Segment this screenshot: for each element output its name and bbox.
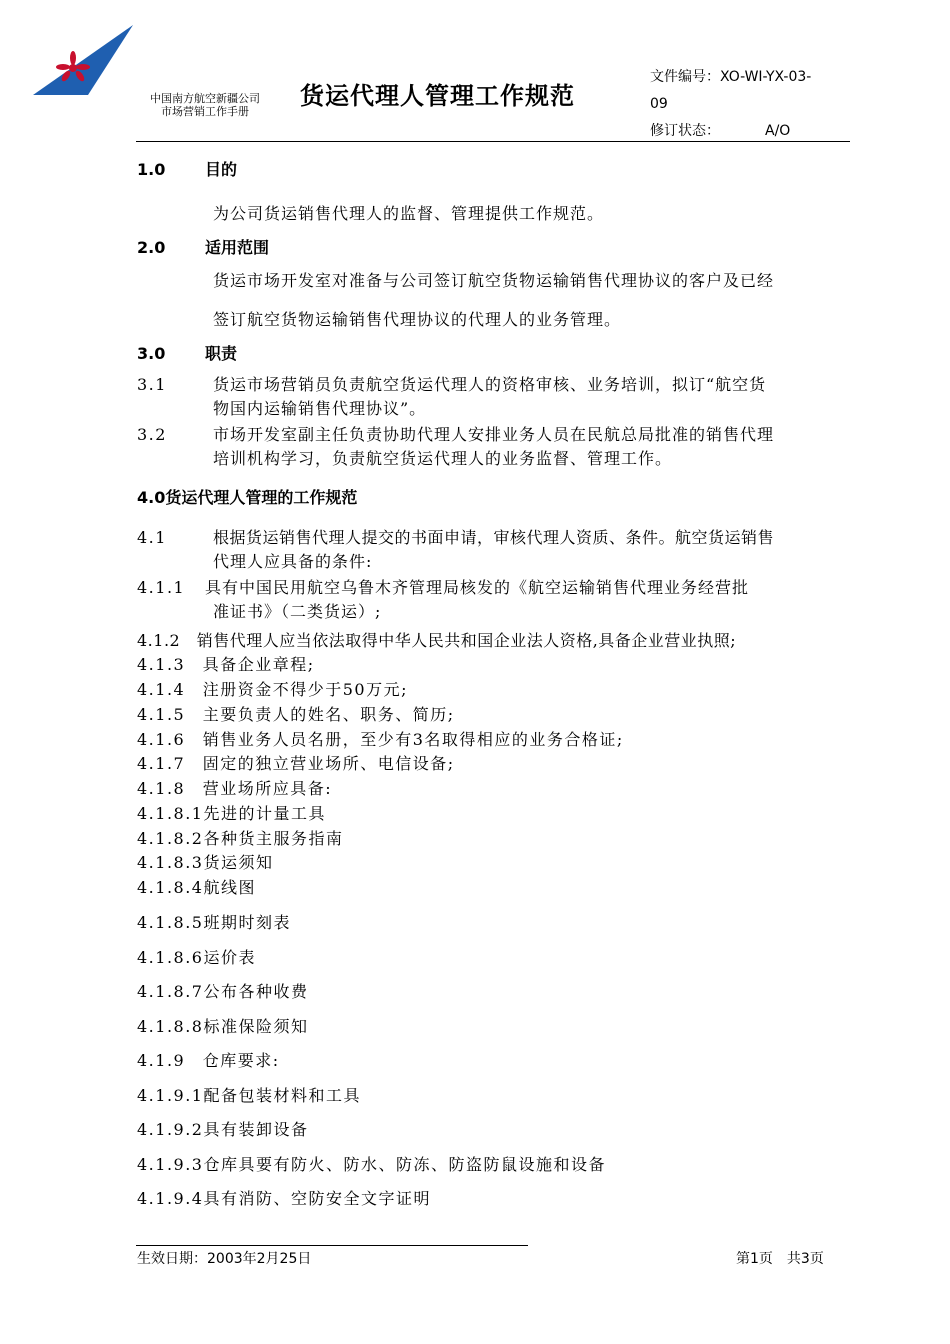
page-number: 第1页 共3页 bbox=[736, 1251, 824, 1267]
section-1-text: 为公司货运销售代理人的监督、管理提供工作规范。 bbox=[213, 204, 605, 223]
clause-4-1-4: 4.1.4 注册资金不得少于50万元; bbox=[137, 680, 408, 699]
clause-4-1-7: 4.1.7 固定的独立营业场所、电信设备; bbox=[137, 754, 455, 773]
clause-4-1-6: 4.1.6 销售业务人员名册，至少有3名取得相应的业务合格证; bbox=[137, 730, 624, 749]
section-number: 2.0 bbox=[137, 238, 166, 257]
clause-text-line1: 根据货运销售代理人提交的书面申请，审核代理人资质、条件。航空货运销售 bbox=[213, 528, 775, 547]
clause-text-line1: 具有中国民用航空乌鲁木齐管理局核发的《航空运输销售代理业务经营批 bbox=[205, 578, 750, 597]
revision-value: A/O bbox=[765, 123, 791, 139]
clause-4-1-9-3: 4.1.9.3仓库具要有防火、防水、防冻、防盗防鼠设施和设备 bbox=[137, 1155, 606, 1174]
clause-4-1-1 bbox=[137, 578, 852, 628]
clause-4-1-8-5: 4.1.8.5班期时刻表 bbox=[137, 913, 291, 932]
clause-4-1-8-1: 4.1.8.1先进的计量工具 bbox=[137, 804, 326, 823]
clause-4-1-3: 4.1.3 具备企业章程; bbox=[137, 655, 315, 674]
section-1-heading bbox=[137, 157, 237, 180]
section-3-heading bbox=[137, 341, 237, 364]
clause-text-line2: 准证书》（二类货运）; bbox=[213, 602, 382, 621]
clause-4-1-8-4: 4.1.8.4航线图 bbox=[137, 878, 256, 897]
clause-4-1-8: 4.1.8 营业场所应具备: bbox=[137, 779, 333, 798]
document-meta bbox=[650, 64, 860, 145]
clause-text-line2: 培训机构学习，负责航空货运代理人的业务监督、管理工作。 bbox=[213, 449, 673, 468]
clause-4-1-2: 4.1.2 销售代理人应当依法取得中华人民共和国企业法人资格,具备企业营业执照; bbox=[137, 631, 737, 650]
doc-number-value: XO-WI-YX-03- bbox=[720, 69, 812, 85]
clause-text-line2: 物国内运输销售代理协议”。 bbox=[213, 399, 427, 418]
section-number: 3.0 bbox=[137, 344, 166, 363]
section-2-heading bbox=[137, 235, 269, 258]
company-line1: 中国南方航空新疆公司 bbox=[150, 92, 260, 105]
section-title: 目的 bbox=[205, 160, 238, 179]
logo-tail-shape bbox=[33, 25, 133, 95]
doc-number-cont: 09 bbox=[650, 96, 668, 112]
clause-3-2 bbox=[137, 425, 852, 475]
clause-4-1-9-2: 4.1.9.2具有装卸设备 bbox=[137, 1120, 309, 1139]
clause-number: 3.1 bbox=[137, 375, 167, 394]
section-title: 适用范围 bbox=[205, 238, 270, 257]
clause-number: 3.2 bbox=[137, 425, 167, 444]
clause-4-1-5: 4.1.5 主要负责人的姓名、职务、简历; bbox=[137, 705, 455, 724]
section-4-heading: 4.0货运代理人管理的工作规范 bbox=[137, 488, 358, 507]
clause-text-line1: 市场开发室副主任负责协助代理人安排业务人员在民航总局批准的销售代理 bbox=[213, 425, 775, 444]
clause-4-1-8-3: 4.1.8.3货运须知 bbox=[137, 853, 274, 872]
clause-4-1-8-7: 4.1.8.7公布各种收费 bbox=[137, 982, 309, 1001]
clause-4-1-8-6: 4.1.8.6运价表 bbox=[137, 948, 256, 967]
clause-number: 4.1.1 bbox=[137, 578, 186, 597]
section-2-text-line2: 签订航空货物运输销售代理协议的代理人的业务管理。 bbox=[213, 310, 622, 329]
clause-4-1-9-1: 4.1.9.1配备包装材料和工具 bbox=[137, 1086, 361, 1105]
china-southern-logo bbox=[33, 25, 133, 95]
revision-label: 修订状态： bbox=[650, 123, 720, 139]
doc-number-row bbox=[650, 64, 860, 91]
clause-4-1-9-4: 4.1.9.4具有消防、空防安全文字证明 bbox=[137, 1189, 431, 1208]
company-name bbox=[120, 92, 290, 118]
clause-3-1 bbox=[137, 375, 852, 425]
company-line2: 市场营销工作手册 bbox=[161, 105, 249, 118]
clause-text-line2: 代理人应具备的条件: bbox=[213, 552, 373, 571]
clause-4-1-9: 4.1.9 仓库要求: bbox=[137, 1051, 280, 1070]
document-title: 货运代理人管理工作规范 bbox=[300, 82, 575, 110]
clause-4-1-8-2: 4.1.8.2各种货主服务指南 bbox=[137, 829, 344, 848]
header-divider bbox=[136, 141, 850, 142]
clause-text-line1: 货运市场营销员负责航空货运代理人的资格审核、业务培训，拟订“航空货 bbox=[213, 375, 767, 394]
clause-4-1 bbox=[137, 528, 852, 578]
clause-4-1-8-8: 4.1.8.8标准保险须知 bbox=[137, 1017, 309, 1036]
section-number: 1.0 bbox=[137, 160, 166, 179]
effective-date: 生效日期：2003年2月25日 bbox=[137, 1251, 312, 1267]
section-title: 职责 bbox=[205, 344, 238, 363]
clause-number: 4.1 bbox=[137, 528, 167, 547]
doc-number-label: 文件编号： bbox=[650, 69, 720, 85]
footer-divider bbox=[136, 1245, 528, 1246]
section-2-text-line1: 货运市场开发室对准备与公司签订航空货物运输销售代理协议的客户及已经 bbox=[213, 271, 775, 290]
